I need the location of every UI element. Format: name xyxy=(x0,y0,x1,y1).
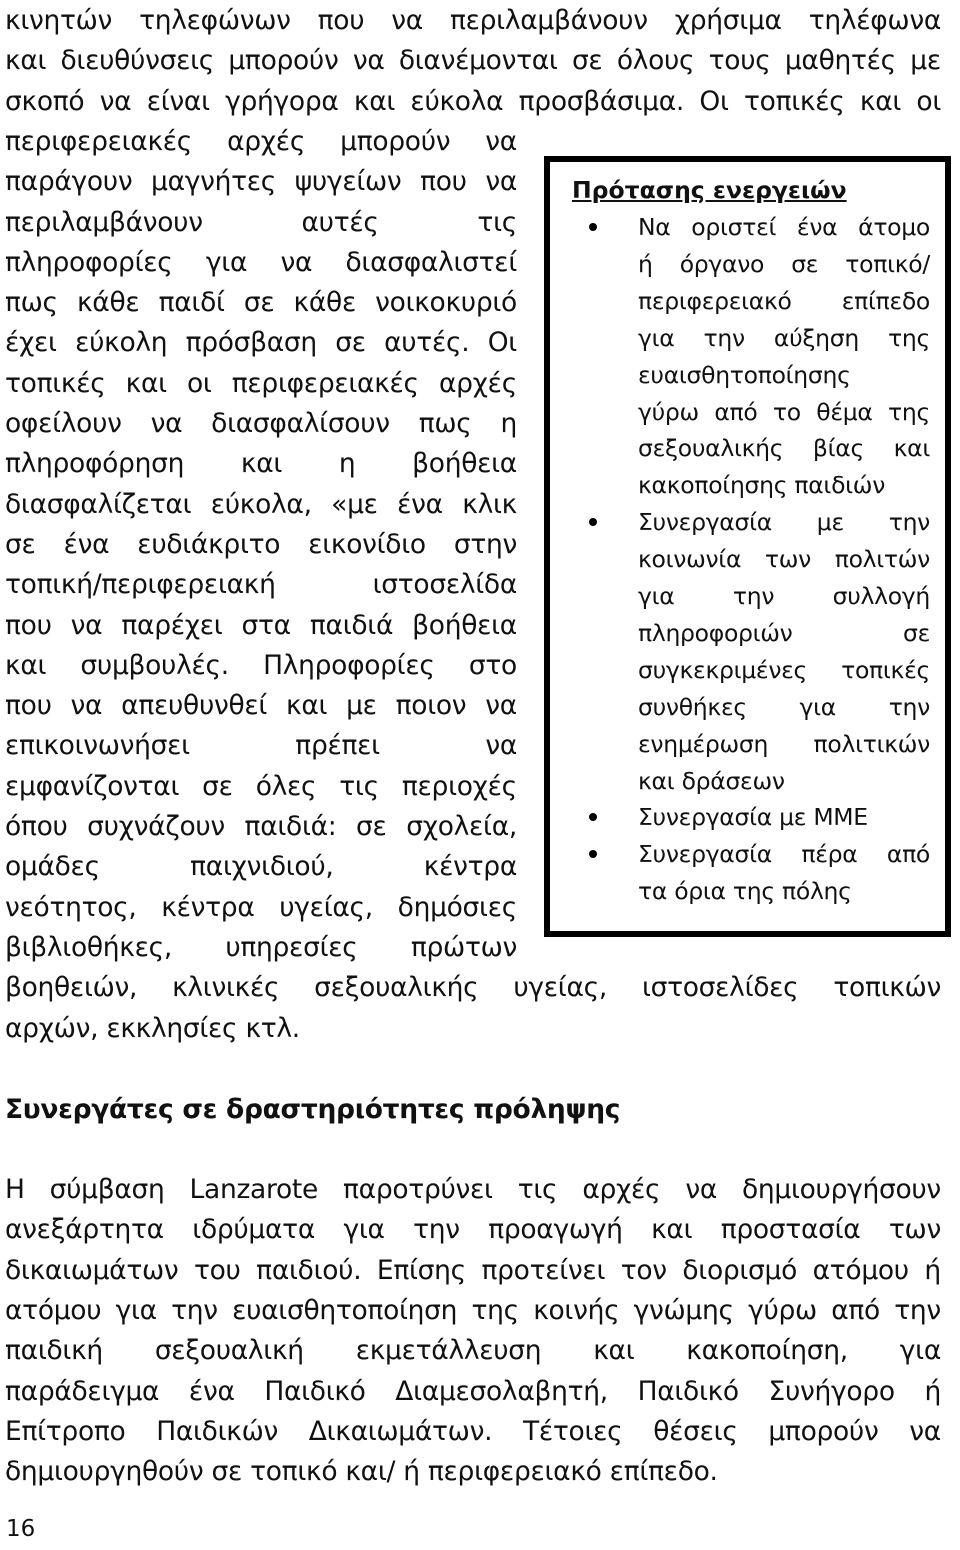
word: να xyxy=(485,690,517,722)
word: για xyxy=(799,692,836,721)
word: αυτές. xyxy=(384,327,470,359)
column-line xyxy=(5,888,517,928)
word: είναι xyxy=(146,85,210,117)
word: σύμβαση xyxy=(49,1174,165,1205)
word: πέρα xyxy=(801,840,858,869)
word: βίας xyxy=(812,434,864,463)
word: Παιδικών xyxy=(156,1415,278,1447)
word: διασφαλίσουν xyxy=(211,408,390,439)
word: διασφαλιστεί xyxy=(345,246,517,278)
word: και xyxy=(125,367,167,399)
word: και xyxy=(893,434,930,463)
section-line xyxy=(5,1331,941,1371)
word: σεξουαλικής xyxy=(314,972,479,1004)
word: παράδειγμα xyxy=(5,1375,160,1407)
word: ή xyxy=(924,1254,941,1286)
word: πως xyxy=(5,287,58,319)
word: τις xyxy=(477,206,517,238)
word: μαθητές xyxy=(784,45,896,77)
word: γρήγορα xyxy=(225,85,339,117)
word: σεξουαλικής xyxy=(638,434,784,463)
word: και xyxy=(593,1335,635,1367)
word: συμβουλές. xyxy=(80,649,229,681)
word: Να xyxy=(638,213,671,241)
word: η xyxy=(500,408,517,439)
word: επικοινωνήσει xyxy=(5,730,190,762)
word: εικονίδιο xyxy=(308,528,426,560)
box-bullet-line xyxy=(638,358,930,392)
word: για xyxy=(115,1294,157,1326)
word: προστασία xyxy=(720,1214,861,1246)
word: αρχές xyxy=(582,1174,661,1205)
word: και xyxy=(651,1214,693,1246)
word: Επίσης xyxy=(376,1254,466,1286)
word: να xyxy=(150,408,183,439)
bullet-icon xyxy=(589,813,597,821)
word: πληροφόρηση xyxy=(5,448,185,480)
word: που xyxy=(5,690,52,722)
word: Πληροφορίες xyxy=(263,649,435,681)
word: τις xyxy=(517,1174,558,1205)
word: με xyxy=(816,508,844,537)
word: γνώμης xyxy=(633,1294,734,1326)
box-bullet-line xyxy=(638,616,930,650)
word: χρήσιμα xyxy=(674,5,782,36)
word: παροτρύνει xyxy=(343,1174,493,1205)
word: ή xyxy=(638,249,653,278)
box-bullet-line: τα όρια της πόλης xyxy=(638,877,852,906)
word: σε xyxy=(5,528,36,560)
word: στα xyxy=(241,609,291,641)
word: παιδιά: xyxy=(244,811,337,842)
word: μπορούν xyxy=(228,45,339,77)
word: κέντρα xyxy=(423,851,517,883)
word: και xyxy=(859,85,902,117)
word: όλες xyxy=(255,770,317,802)
word: διευθύνσεις xyxy=(60,45,215,77)
word: την xyxy=(732,582,775,610)
word: πολιτών xyxy=(834,545,930,574)
word: γύρω xyxy=(638,397,699,426)
word: όπου xyxy=(5,811,68,842)
box-bullet-line xyxy=(638,284,930,318)
word: που xyxy=(317,5,365,36)
word: θέμα xyxy=(816,397,873,426)
word: κάθε xyxy=(76,287,140,319)
word: Η xyxy=(5,1174,25,1205)
word: ατόμου xyxy=(5,1294,102,1326)
word: την xyxy=(894,1294,941,1326)
body-line: αρχών, εκκλησίες κτλ. xyxy=(5,1012,300,1044)
box-bullet-line xyxy=(638,542,930,576)
box-bullet-line xyxy=(638,505,930,539)
word: ατόμου xyxy=(812,1254,909,1286)
box-title: Πρότασης ενεργειών xyxy=(572,176,847,204)
action-proposals-box xyxy=(544,156,951,937)
word: Παιδικό xyxy=(637,1375,739,1407)
word: περιλαμβάνουν xyxy=(5,206,203,238)
word: την xyxy=(888,692,930,721)
word: πληροφοριών xyxy=(638,618,793,647)
word: και xyxy=(5,649,47,681)
word: προαγωγή xyxy=(488,1214,623,1246)
word: Οι xyxy=(699,85,729,117)
word: παιδιού. xyxy=(256,1254,362,1286)
word: διορισμό xyxy=(682,1254,798,1286)
box-bullet-line xyxy=(638,210,930,244)
word: για xyxy=(343,1214,385,1246)
box-bullet-line xyxy=(638,395,930,429)
word: ψυγείων xyxy=(294,166,402,198)
body-line xyxy=(5,41,941,81)
word: κοινής xyxy=(533,1294,620,1326)
column-line xyxy=(5,243,517,283)
word: πρέπει xyxy=(295,730,380,762)
word: παράγουν xyxy=(5,166,133,198)
word: Συνεργασία xyxy=(638,840,772,869)
column-line xyxy=(5,807,517,847)
column-line xyxy=(5,364,517,404)
word: νοικοκυριό xyxy=(375,287,517,319)
word: συγκεκριμένες xyxy=(638,655,808,684)
word: οφείλουν xyxy=(5,408,122,439)
column-line xyxy=(5,203,517,243)
word: υγείας, xyxy=(279,891,373,923)
word: με xyxy=(346,690,377,722)
column-line xyxy=(5,525,517,565)
word: βοήθεια xyxy=(412,448,517,480)
word: η xyxy=(338,448,356,480)
word: ευαισθητοποίηση xyxy=(232,1294,458,1326)
word: της xyxy=(888,323,930,352)
box-bullet-line xyxy=(638,837,930,871)
word: θέσεις xyxy=(653,1415,738,1447)
word: δικαιωμάτων xyxy=(5,1254,179,1286)
word: ένα xyxy=(63,528,110,560)
word: για xyxy=(899,1335,941,1367)
word: σκοπό xyxy=(5,85,85,117)
word: της xyxy=(471,1294,519,1326)
section-line xyxy=(5,1412,941,1452)
section-heading: Συνεργάτες σε δραστηριότητες πρόληψης xyxy=(5,1094,621,1125)
word: διασφαλίζεται xyxy=(5,488,192,520)
word: κλικ xyxy=(462,488,517,520)
word: τοπικές xyxy=(5,367,106,399)
word: τοπική/περιφερειακή xyxy=(5,569,276,601)
word: δημόσιες xyxy=(397,891,517,923)
word: την xyxy=(413,1214,460,1246)
word: περιφερειακές xyxy=(231,367,419,399)
word: οι xyxy=(916,85,941,117)
word: να xyxy=(391,5,423,36)
word: άτομο xyxy=(858,213,930,241)
column-line xyxy=(5,485,517,525)
word: από xyxy=(831,1294,880,1326)
word: την xyxy=(171,1294,218,1326)
body-line xyxy=(5,1,941,41)
word: που xyxy=(420,166,467,198)
word: αύξηση xyxy=(773,323,859,352)
column-line xyxy=(5,726,517,766)
word: περιφερειακό xyxy=(638,286,792,315)
word: του xyxy=(193,1254,241,1286)
word: τον xyxy=(620,1254,667,1286)
word: ένα xyxy=(796,213,838,241)
word: οριστεί xyxy=(691,213,777,241)
word: να xyxy=(909,1415,941,1447)
bullet-icon xyxy=(589,223,597,231)
word: σε xyxy=(243,287,275,319)
column-line xyxy=(5,646,517,686)
column-line xyxy=(5,444,517,484)
word: υγείας, xyxy=(513,972,607,1004)
word: τις xyxy=(339,770,379,802)
word: τηλεφώνων xyxy=(139,5,291,36)
word: ή xyxy=(924,1375,941,1407)
word: να xyxy=(485,730,517,762)
word: τοπικές xyxy=(841,655,930,684)
word: γύρω xyxy=(748,1294,817,1326)
word: δημιουργήσουν xyxy=(742,1174,941,1205)
word: των xyxy=(888,1214,941,1246)
word: Οι xyxy=(487,327,517,359)
word: παιχνιδιού, xyxy=(190,851,334,883)
word: να xyxy=(99,85,132,117)
word: να xyxy=(352,45,385,77)
box-bullet-line xyxy=(638,247,930,281)
word: ένα xyxy=(188,1375,235,1407)
section-line xyxy=(5,1170,941,1210)
word: παιδί xyxy=(158,287,225,319)
word: κινητών xyxy=(5,5,113,36)
word: και xyxy=(240,448,283,480)
column-line xyxy=(5,847,517,887)
word: από xyxy=(886,840,930,869)
column-line xyxy=(5,323,517,363)
column-line xyxy=(5,283,517,323)
word: βιβλιοθήκες, xyxy=(5,931,172,963)
word: την xyxy=(888,508,930,537)
word: από xyxy=(714,397,758,426)
word: και xyxy=(5,45,47,77)
word: μπορούν xyxy=(340,125,451,157)
word: και xyxy=(353,85,396,117)
word: περιλαμβάνουν xyxy=(449,5,648,36)
word: την xyxy=(703,323,745,352)
word: Επίτροπο xyxy=(5,1415,126,1447)
word: κλινικές xyxy=(172,972,280,1004)
word: εύκολη xyxy=(75,327,168,359)
word: για xyxy=(638,323,675,352)
word: βοήθεια xyxy=(412,609,517,641)
box-bullet-line xyxy=(638,431,930,465)
word: Παιδικό xyxy=(264,1375,366,1407)
box-bullet-line xyxy=(638,321,930,355)
word: και xyxy=(286,690,328,722)
word: ιδρύματα xyxy=(192,1214,315,1246)
word: συχνάζουν xyxy=(87,811,225,842)
word: προτείνει xyxy=(481,1254,606,1286)
word: να xyxy=(280,246,313,278)
word: τοπικό/ xyxy=(845,249,930,278)
box-bullet-line: Συνεργασία με ΜΜΕ xyxy=(638,803,868,832)
word: αρχές xyxy=(438,367,517,399)
word: να xyxy=(485,166,517,198)
word: σχολεία, xyxy=(406,811,517,842)
box-bullet-line: και δράσεων xyxy=(638,766,785,795)
word: Συνήγορο xyxy=(768,1375,895,1407)
section-line xyxy=(5,1251,941,1291)
word: της xyxy=(888,397,930,426)
word: στο xyxy=(468,649,517,681)
word: σε xyxy=(202,770,233,802)
section-line xyxy=(5,1210,941,1250)
word: ευδιάκριτο xyxy=(137,528,281,560)
word: πως xyxy=(418,408,472,439)
word: περιοχές xyxy=(401,770,517,802)
word: ομάδες xyxy=(5,851,100,883)
word: οι xyxy=(186,367,212,399)
section-line: δημιουργηθούν σε τοπικό και/ ή περιφερειακό επίπεδο. xyxy=(5,1456,718,1488)
word: επίπεδο xyxy=(841,286,930,315)
word: παρέχει xyxy=(121,609,223,641)
word: Δικαιωμάτων. xyxy=(308,1415,493,1447)
word: να xyxy=(685,1174,717,1205)
word: σε xyxy=(791,249,819,278)
word: πρώτων xyxy=(410,931,517,963)
word: πρόσβαση xyxy=(185,327,317,359)
body-line xyxy=(5,968,941,1008)
section-line xyxy=(5,1291,941,1331)
word: απευθυνθεί xyxy=(121,690,268,722)
word: υπηρεσίες xyxy=(225,931,358,963)
word: περιφερειακές xyxy=(5,125,193,157)
word: συλλογή xyxy=(832,582,930,610)
word: τους xyxy=(708,45,771,77)
word: ενημέρωση xyxy=(638,729,769,758)
word: εύκολα xyxy=(410,85,504,117)
word: νεότητος, xyxy=(5,891,137,923)
word: στην xyxy=(453,528,517,560)
word: με xyxy=(910,45,941,77)
word: σεξουαλική xyxy=(154,1335,304,1367)
column-line xyxy=(5,928,517,968)
word: ευαισθητοποίησης xyxy=(638,360,851,389)
word: κοινωνία xyxy=(638,545,742,574)
word: τοπικών xyxy=(833,972,941,1004)
word: ποιον xyxy=(395,690,467,722)
word: των xyxy=(764,545,811,574)
word: πολιτικών xyxy=(813,729,930,758)
word: για xyxy=(638,582,675,610)
word: αυτές xyxy=(301,206,379,238)
word: έχει xyxy=(5,327,57,359)
word: βοηθειών, xyxy=(5,972,138,1004)
word: εκμετάλλευση xyxy=(355,1335,542,1367)
word: που xyxy=(5,609,52,641)
word: Lanzarote xyxy=(189,1174,319,1205)
word: «με xyxy=(331,488,378,520)
word: Τέτοιες xyxy=(522,1415,623,1447)
word: όλους xyxy=(616,45,695,77)
word: σε xyxy=(335,327,366,359)
word: παιδική xyxy=(5,1335,103,1367)
bullet-icon xyxy=(589,850,597,858)
column-line xyxy=(5,767,517,807)
word: να xyxy=(485,125,517,157)
word: ένα xyxy=(397,488,443,520)
word: αρχές xyxy=(227,125,306,157)
column-line xyxy=(5,122,517,162)
word: ιστοσελίδα xyxy=(372,569,517,601)
word: σε xyxy=(571,45,603,77)
box-bullet-line xyxy=(638,653,930,687)
word: ανεξάρτητα xyxy=(5,1214,164,1246)
word: για xyxy=(205,246,248,278)
page-number: 16 xyxy=(6,1516,36,1542)
column-line xyxy=(5,404,517,444)
column-line xyxy=(5,686,517,726)
word: όργανο xyxy=(679,249,765,278)
section-line xyxy=(5,1372,941,1412)
column-line xyxy=(5,162,517,202)
word: κακοποίηση, xyxy=(686,1335,848,1367)
box-bullet-line xyxy=(638,690,930,724)
word: διανέμονται xyxy=(398,45,558,77)
word: εμφανίζονται xyxy=(5,770,180,802)
word: σε xyxy=(356,811,387,842)
box-bullet-line: κακοποίησης παιδιών xyxy=(638,471,886,500)
word: Διαμεσολαβητή, xyxy=(395,1375,608,1407)
body-line xyxy=(5,82,941,122)
box-bullet-line xyxy=(638,727,930,761)
word: κάθε xyxy=(293,287,356,319)
word: μαγνήτες xyxy=(151,166,277,198)
box-bullet-line xyxy=(638,579,930,613)
word: προσβάσιμα. xyxy=(518,85,685,117)
word: εύκολα, xyxy=(210,488,312,520)
column-line xyxy=(5,606,517,646)
word: να xyxy=(70,609,103,641)
word: παιδιά xyxy=(309,609,394,641)
word: το xyxy=(772,397,801,426)
word: πληροφορίες xyxy=(5,246,173,278)
word: μπορούν xyxy=(768,1415,879,1447)
word: τοπικές xyxy=(744,85,845,117)
word: ιστοσελίδες xyxy=(641,972,799,1004)
word: συνθήκες xyxy=(638,692,747,721)
word: τηλέφωνα xyxy=(808,5,941,36)
word: κέντρα xyxy=(161,891,255,923)
word: Συνεργασία xyxy=(638,508,772,537)
column-line xyxy=(5,565,517,605)
bullet-icon xyxy=(589,518,597,526)
word: να xyxy=(70,690,103,722)
word: σε xyxy=(903,618,930,647)
